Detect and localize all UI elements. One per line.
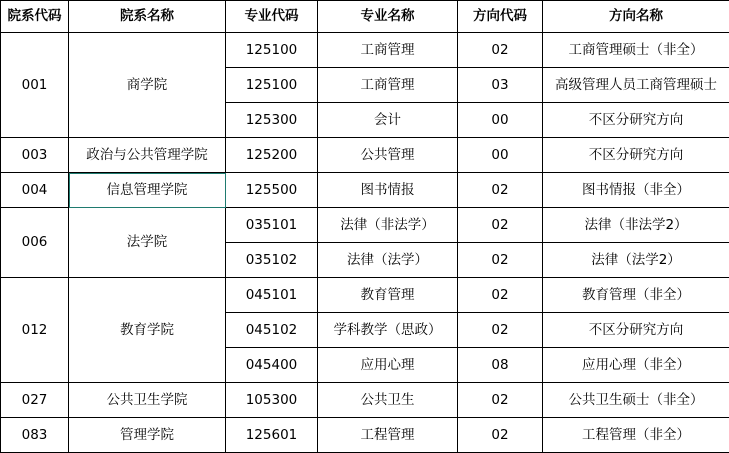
cell-major-name: 公共卫生: [318, 383, 458, 418]
cell-direction-code: 02: [458, 278, 543, 313]
cell-direction-code: 02: [458, 173, 543, 208]
table-header-row: [1, 1, 729, 33]
table-row: [1, 173, 729, 208]
cell-major-code: 035101: [226, 208, 318, 243]
cell-dept-code: 083: [1, 418, 69, 453]
cell-direction-name: 教育管理（非全）: [543, 278, 729, 313]
cell-major-name: 工商管理: [318, 33, 458, 68]
cell-major-name: 会计: [318, 103, 458, 138]
cell-major-name: 应用心理: [318, 348, 458, 383]
cell-major-code: 125100: [226, 33, 318, 68]
cell-major-code: 125100: [226, 68, 318, 103]
cell-major-code: 045102: [226, 313, 318, 348]
table-row: [1, 208, 729, 243]
table-row: [1, 138, 729, 173]
cell-dept-code: 006: [1, 208, 69, 278]
cell-direction-name: 图书情报（非全）: [543, 173, 729, 208]
table-row: [1, 33, 729, 68]
cell-dept-name: 信息管理学院: [69, 173, 226, 208]
cell-major-code: 045400: [226, 348, 318, 383]
cell-dept-code: 003: [1, 138, 69, 173]
cell-direction-code: 08: [458, 348, 543, 383]
cell-dept-code: 012: [1, 278, 69, 383]
cell-direction-code: 02: [458, 313, 543, 348]
column-header-direction-code: 方向代码: [458, 1, 543, 33]
cell-direction-code: 00: [458, 103, 543, 138]
cell-dept-name: 教育学院: [69, 278, 226, 383]
column-header-major-name: 专业名称: [318, 1, 458, 33]
cell-dept-name: 管理学院: [69, 418, 226, 453]
cell-dept-code: 004: [1, 173, 69, 208]
cell-major-name: 图书情报: [318, 173, 458, 208]
cell-dept-name: 法学院: [69, 208, 226, 278]
cell-dept-code: 001: [1, 33, 69, 138]
cell-direction-code: 00: [458, 138, 543, 173]
cell-major-code: 125200: [226, 138, 318, 173]
cell-major-code: 125601: [226, 418, 318, 453]
cell-major-code: 125500: [226, 173, 318, 208]
cell-direction-name: 法律（法学2）: [543, 243, 729, 278]
column-header-dept-code: 院系代码: [1, 1, 69, 33]
column-header-direction-name: 方向名称: [543, 1, 729, 33]
cell-direction-code: 02: [458, 418, 543, 453]
cell-major-name: 公共管理: [318, 138, 458, 173]
cell-direction-name: 应用心理（非全）: [543, 348, 729, 383]
table-row: [1, 383, 729, 418]
cell-dept-name: 商学院: [69, 33, 226, 138]
cell-direction-code: 02: [458, 383, 543, 418]
table-body: [1, 33, 729, 453]
cell-direction-name: 公共卫生硕士（非全）: [543, 383, 729, 418]
cell-direction-name: 工商管理硕士（非全）: [543, 33, 729, 68]
cell-major-name: 法律（法学）: [318, 243, 458, 278]
cell-direction-code: 02: [458, 208, 543, 243]
cell-direction-name: 不区分研究方向: [543, 138, 729, 173]
cell-direction-name: 高级管理人员工商管理硕士: [543, 68, 729, 103]
cell-major-name: 学科教学（思政）: [318, 313, 458, 348]
cell-dept-code: 027: [1, 383, 69, 418]
cell-major-name: 工程管理: [318, 418, 458, 453]
cell-direction-name: 法律（非法学2）: [543, 208, 729, 243]
table-row: [1, 418, 729, 453]
column-header-dept-name: 院系名称: [69, 1, 226, 33]
cell-major-code: 045101: [226, 278, 318, 313]
cell-direction-name: 工程管理（非全）: [543, 418, 729, 453]
cell-direction-name: 不区分研究方向: [543, 313, 729, 348]
cell-major-code: 125300: [226, 103, 318, 138]
cell-dept-name: 公共卫生学院: [69, 383, 226, 418]
cell-direction-code: 03: [458, 68, 543, 103]
cell-direction-code: 02: [458, 243, 543, 278]
cell-major-name: 教育管理: [318, 278, 458, 313]
cell-dept-name: 政治与公共管理学院: [69, 138, 226, 173]
cell-direction-code: 02: [458, 33, 543, 68]
table-header: [1, 1, 729, 33]
cell-major-name: 工商管理: [318, 68, 458, 103]
column-header-major-code: 专业代码: [226, 1, 318, 33]
table-row: [1, 278, 729, 313]
cell-major-code: 035102: [226, 243, 318, 278]
cell-major-code: 105300: [226, 383, 318, 418]
cell-direction-name: 不区分研究方向: [543, 103, 729, 138]
cell-major-name: 法律（非法学）: [318, 208, 458, 243]
